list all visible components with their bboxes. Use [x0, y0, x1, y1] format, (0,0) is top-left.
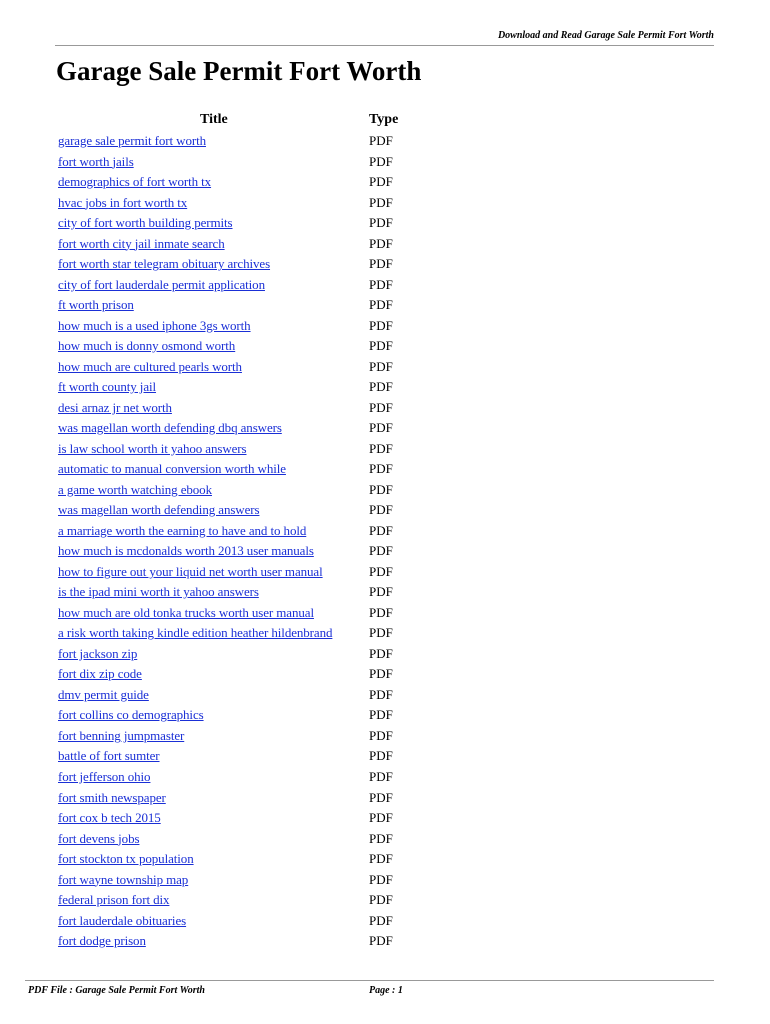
table-row — [58, 664, 418, 685]
document-type: PDF — [369, 912, 393, 928]
table-row — [58, 234, 418, 255]
document-type: PDF — [369, 727, 393, 743]
document-type: PDF — [369, 584, 393, 600]
document-type: PDF — [369, 133, 393, 148]
document-type: PDF — [369, 235, 393, 251]
table-row — [58, 829, 418, 850]
document-type: PDF — [369, 461, 393, 477]
document-type: PDF — [369, 297, 393, 313]
table-row — [58, 623, 418, 644]
document-type: PDF — [369, 153, 393, 169]
document-link[interactable]: fort worth star telegram obituary archives — [58, 256, 271, 272]
table-row — [58, 562, 418, 583]
document-type: PDF — [369, 810, 393, 826]
table-row — [58, 480, 418, 501]
document-link[interactable]: was magellan worth defending dbq answers — [58, 420, 282, 436]
running-header: Download and Read Garage Sale Permit Fort Worth — [497, 30, 714, 41]
table-row — [58, 644, 418, 665]
document-link[interactable]: is law school worth it yahoo answers — [58, 440, 247, 456]
document-list — [58, 131, 418, 952]
document-type: PDF — [369, 317, 393, 333]
table-row — [58, 459, 418, 480]
table-row — [58, 870, 418, 891]
table-row — [58, 131, 418, 152]
document-type: PDF — [369, 440, 393, 456]
table-row — [58, 377, 418, 398]
table-row — [58, 890, 418, 911]
document-link[interactable]: a risk worth taking kindle edition heather hildenbrand — [58, 625, 333, 641]
table-row — [58, 336, 418, 357]
table-row — [58, 193, 418, 214]
document-link[interactable]: was magellan worth defending answers — [58, 502, 260, 518]
table-row — [58, 316, 418, 337]
document-link[interactable]: fort dix zip code — [58, 666, 142, 682]
table-row — [58, 295, 418, 316]
document-type: PDF — [369, 625, 393, 641]
document-type: PDF — [369, 338, 393, 354]
document-type: PDF — [369, 748, 393, 764]
table-row — [58, 418, 418, 439]
document-link[interactable]: how much is donny osmond worth — [58, 338, 236, 354]
document-type: PDF — [369, 215, 393, 231]
document-link[interactable]: battle of fort sumter — [58, 748, 160, 764]
column-header-type: Type — [369, 112, 399, 127]
header-divider — [55, 45, 714, 46]
table-row — [58, 705, 418, 726]
document-link[interactable]: fort benning jumpmaster — [58, 727, 185, 743]
document-link[interactable]: fort collins co demographics — [58, 707, 204, 723]
document-type: PDF — [369, 522, 393, 538]
table-row — [58, 582, 418, 603]
document-link[interactable]: ft worth county jail — [58, 379, 157, 395]
document-type: PDF — [369, 256, 393, 272]
document-link[interactable]: hvac jobs in fort worth tx — [58, 194, 188, 210]
document-type: PDF — [369, 830, 393, 846]
document-type: PDF — [369, 399, 393, 415]
table-row — [58, 275, 418, 296]
document-link[interactable]: automatic to manual conversion worth while — [58, 461, 286, 477]
document-type: PDF — [369, 768, 393, 784]
table-row — [58, 357, 418, 378]
document-type: PDF — [369, 174, 393, 190]
document-link[interactable]: city of fort worth building permits — [58, 215, 233, 231]
document-link[interactable]: fort worth city jail inmate search — [58, 235, 225, 251]
document-link[interactable]: fort cox b tech 2015 — [58, 810, 161, 826]
table-row — [58, 746, 418, 767]
document-link[interactable]: a marriage worth the earning to have and to hold — [58, 522, 307, 538]
footer-file-label: PDF File : Garage Sale Permit Fort Worth — [28, 985, 205, 996]
document-link[interactable]: fort wayne township map — [58, 871, 189, 887]
document-link[interactable]: fort devens jobs — [58, 830, 140, 846]
document-type: PDF — [369, 194, 393, 210]
document-link[interactable]: fort jackson zip — [58, 645, 138, 661]
table-row — [58, 500, 418, 521]
document-link[interactable]: garage sale permit fort worth — [58, 133, 206, 148]
document-link[interactable]: fort lauderdale obituaries — [58, 912, 187, 928]
table-row — [58, 439, 418, 460]
footer-page-number: Page : 1 — [369, 985, 403, 996]
document-type: PDF — [369, 933, 393, 949]
document-link[interactable]: desi arnaz jr net worth — [58, 399, 172, 415]
document-link[interactable]: fort jefferson ohio — [58, 768, 151, 784]
table-row — [58, 254, 418, 275]
document-link[interactable]: dmv permit guide — [58, 686, 149, 702]
document-link[interactable]: demographics of fort worth tx — [58, 174, 212, 190]
document-type: PDF — [369, 276, 393, 292]
document-type: PDF — [369, 666, 393, 682]
document-type: PDF — [369, 420, 393, 436]
table-row — [58, 521, 418, 542]
document-link[interactable]: fort smith newspaper — [58, 789, 166, 805]
document-link[interactable]: fort worth jails — [58, 153, 134, 169]
footer-divider — [25, 980, 714, 981]
document-link[interactable]: city of fort lauderdale permit application — [58, 276, 265, 292]
table-row — [58, 398, 418, 419]
document-type: PDF — [369, 379, 393, 395]
document-link[interactable]: fort dodge prison — [58, 933, 146, 949]
document-type: PDF — [369, 604, 393, 620]
table-row — [58, 767, 418, 788]
document-link[interactable]: how much are cultured pearls worth — [58, 358, 242, 374]
document-type: PDF — [369, 707, 393, 723]
table-row — [58, 685, 418, 706]
document-link[interactable]: is the ipad mini worth it yahoo answers — [58, 584, 259, 600]
table-row — [58, 931, 418, 952]
document-link[interactable]: how much are old tonka trucks worth user manual — [58, 604, 314, 620]
table-row — [58, 541, 418, 562]
document-type: PDF — [369, 502, 393, 518]
document-type: PDF — [369, 871, 393, 887]
document-type: PDF — [369, 892, 393, 908]
document-type: PDF — [369, 563, 393, 579]
table-row — [58, 726, 418, 747]
document-link[interactable]: how much is mcdonalds worth 2013 user manuals — [58, 543, 314, 559]
document-type: PDF — [369, 543, 393, 559]
document-link[interactable]: fort stockton tx population — [58, 851, 194, 867]
table-row — [58, 911, 418, 932]
column-header-title: Title — [200, 112, 228, 127]
document-link[interactable]: a game worth watching ebook — [58, 481, 212, 497]
document-link[interactable]: federal prison fort dix — [58, 892, 170, 908]
page-title: Garage Sale Permit Fort Worth — [56, 56, 422, 86]
table-row — [58, 849, 418, 870]
document-type: PDF — [369, 358, 393, 374]
table-row — [58, 808, 418, 829]
document-type: PDF — [369, 645, 393, 661]
table-row — [58, 172, 418, 193]
document-type: PDF — [369, 851, 393, 867]
document-type: PDF — [369, 686, 393, 702]
document-link[interactable]: how to figure out your liquid net worth user manual — [58, 563, 323, 579]
table-row — [58, 213, 418, 234]
table-row — [58, 603, 418, 624]
table-row — [58, 152, 418, 173]
document-link[interactable]: ft worth prison — [58, 297, 134, 313]
document-type: PDF — [369, 789, 393, 805]
table-row — [58, 788, 418, 809]
document-type: PDF — [369, 481, 393, 497]
document-link[interactable]: how much is a used iphone 3gs worth — [58, 317, 251, 333]
